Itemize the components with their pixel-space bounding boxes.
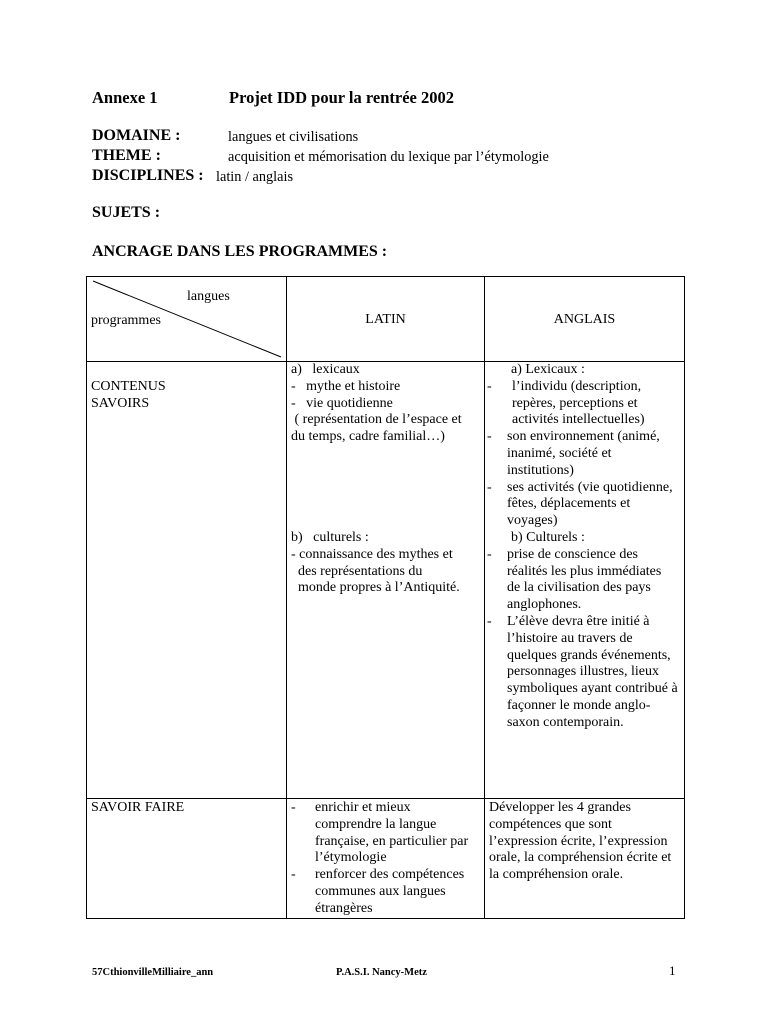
anglais-savoir-faire-text: Développer les 4 grandes compétences que sont l’expression écrite, l’expression orale, la compréhension écrite et la compréhension orale. [489,800,672,883]
row-label-cell [87,362,287,799]
row-contenus [87,362,685,799]
header-anglais [485,277,685,362]
latin-heading-b: b) culturels : [291,530,369,545]
table-header-row [87,277,685,362]
column-header-anglais: ANGLAIS [553,312,616,327]
list-item: - L’élève devra être initié à l’histoire au travers de quelques grands événements, personnages illustres, lieux symboliques ayant contribué à façonner le monde anglo-saxon contemporain. [487,613,678,730]
theme-value: acquisition et mémorisation du lexique par l’étymologie [228,149,549,165]
theme-label: THEME : [92,147,161,164]
latin-savoir-faire-cell [287,799,485,919]
row-label-savoir-faire: SAVOIR FAIRE [91,800,185,815]
row-savoir-faire [87,799,685,919]
anglais-heading-b: b) Culturels : [511,529,585,545]
corner-bottom-label: programmes [91,313,161,328]
programmes-table [86,276,685,919]
row-label-cell [87,799,287,919]
sujets-heading: SUJETS : [92,204,161,221]
page-number: 1 [669,963,676,978]
annex-label: Annexe 1 [92,88,158,107]
list-item: - prise de conscience des réalités les plus immédiates de la civilisation des pays anglophones. [487,546,662,613]
latin-a-line-3: ( représentation de l’espace et [291,412,462,428]
latin-contenus-cell [287,362,485,799]
corner-cell [87,277,287,362]
latin-a-line-4: du temps, cadre familial…) [291,429,445,445]
list-item: - enrichir et mieux comprendre la langue française, en particulier par l’étymologie [291,800,469,866]
document-title: Projet IDD pour la rentrée 2002 [229,88,454,107]
latin-a-line-2: - vie quotidienne [291,395,393,411]
latin-b-line-2: des représentations du [291,563,423,579]
anglais-contenus-cell [485,362,685,799]
anglais-heading-a: a) Lexicaux : [511,362,585,377]
list-item: - l’individu (description, repères, perceptions et activités intellectuelles) [487,378,645,428]
list-item: - ses activités (vie quotidienne, fêtes, déplacements et voyages) [487,479,673,529]
disciplines-value: latin / anglais [216,169,294,185]
latin-b-line-1: - connaissance des mythes et [291,546,453,562]
anglais-savoir-faire-cell [485,799,685,919]
row-label-contenus: CONTENUS [91,379,166,394]
latin-heading-a: a) lexicaux [291,362,360,377]
latin-b-line-3: monde propres à l’Antiquité. [291,580,460,596]
disciplines-label: DISCIPLINES : [92,167,204,184]
corner-top-label: langues [187,289,230,304]
domaine-label: DOMAINE : [92,127,181,144]
row-label-savoirs: SAVOIRS [91,395,150,411]
list-item: - son environnement (animé, inanimé, société et institutions) [487,429,660,478]
column-header-latin: LATIN [365,312,406,327]
list-item: - renforcer des compétences communes aux langues étrangères [291,867,465,916]
domaine-value: langues et civilisations [228,129,359,145]
ancrage-heading: ANCRAGE DANS LES PROGRAMMES : [92,243,388,260]
footer-organization: P.A.S.I. Nancy-Metz [336,967,427,978]
latin-a-line-1: - mythe et histoire [291,378,401,394]
footer-filename: 57CthionvilleMilliaire_ann [92,967,214,978]
header-latin [287,277,485,362]
